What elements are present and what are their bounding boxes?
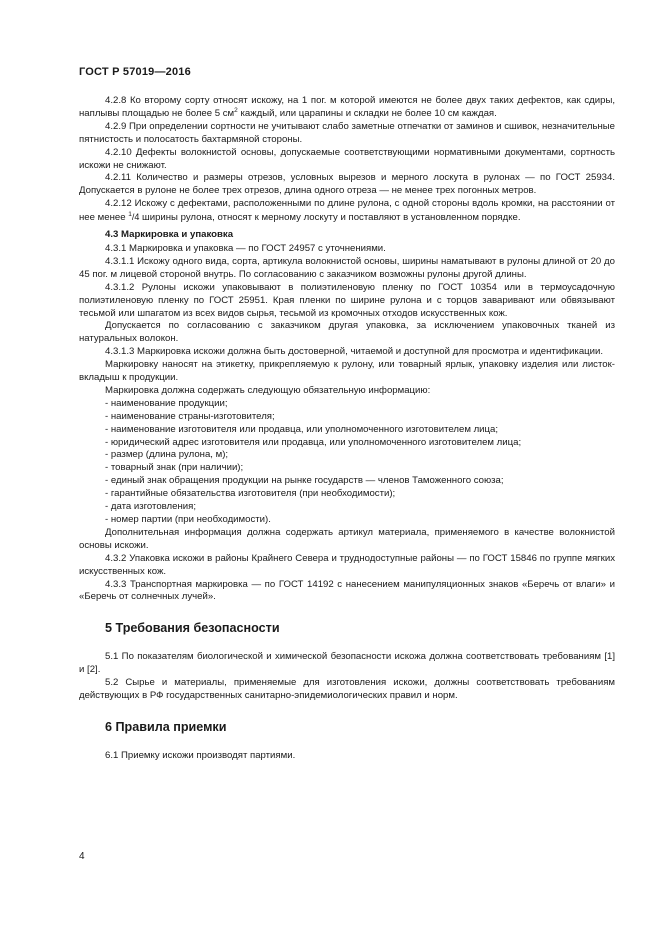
clause-4-2-11: 4.2.11 Количество и размеры отрезов, условных вырезов и мерного лоскута в рулонах — по ГОСТ 25934. Допускается в рулоне не более трех отрезов, длина одного отреза — не менее трех погонных метров. (79, 172, 615, 197)
list-item: - гарантийные обязательства изготовителя (при необходимости); (105, 488, 396, 500)
list-item: - юридический адрес изготовителя или продавца, или уполномоченного изготовителем лица; (105, 436, 522, 448)
document-body (79, 95, 615, 763)
clause-4-3-2: 4.3.2 Упаковка искожи в районы Крайнего Севера и труднодоступные районы — по ГОСТ 15846 по группе мягких искусственных кож. (79, 552, 615, 577)
list-item: - размер (длина рулона, м); (105, 449, 229, 461)
clause-5-2: 5.2 Сырье и материалы, применяемые для изготовления искожи, должны соответствовать требованиям действующих в РФ государственных санитарно-эпидемиологических правил и норм. (79, 677, 615, 702)
clause-4-2-9: 4.2.9 При определении сортности не учитывают слабо заметные отпечатки от заминов и сшивок, незначительные пятнистость и полосатость бахтармяной стороны. (79, 120, 615, 145)
list-item: - дата изготовления; (105, 501, 196, 513)
paragraph-other-packaging: Допускается по согласованию с заказчиком другая упаковка, за исключением упаковочных тканей из натуральных волокон. (79, 320, 615, 345)
paragraph-additional-info: Дополнительная информация должна содержать артикул материала, применяемого в качестве волокнистой основы искожи. (79, 526, 615, 551)
clause-4-3-1-3: 4.3.1.3 Маркировка искожи должна быть достоверной, читаемой и доступной для просмотра и идентификации. (105, 346, 604, 358)
paragraph-mandatory-info: Маркировка должна содержать следующую обязательную информацию: (105, 384, 431, 396)
list-item: - товарный знак (при наличии); (105, 462, 244, 474)
list-item: - наименование страны-изготовителя; (105, 410, 275, 422)
clause-4-3-3: 4.3.3 Транспортная маркировка — по ГОСТ 14192 с нанесением манипуляционных знаков «Беречь от влаги» и «Беречь от солнечных лучей». (79, 578, 615, 603)
section-heading-6: 6 Правила приемки (105, 719, 227, 734)
clause-5-1: 5.1 По показателям биологической и химической безопасности искожа должна соответствовать требованиям [1] и [2]. (79, 651, 615, 676)
subsection-heading-4-3: 4.3 Маркировка и упаковка (105, 229, 234, 241)
clause-4-3-1-2: 4.3.1.2 Рулоны искожи упаковывают в полиэтиленовую пленку по ГОСТ 10354 или в термоусадочную полиэтиленовую пленку по ГОСТ 25951. Края пленки по ширине рулона и с торцов заваривают или обвязывают тесьмой или шпагатом из всех видов сырья, тесьмой из кромочных отходов искусственных кож. (79, 281, 615, 319)
clause-6-1: 6.1 Приемку искожи производят партиями. (105, 749, 296, 761)
document-header: ГОСТ Р 57019—2016 (79, 66, 191, 78)
page-number: 4 (79, 851, 85, 862)
clause-4-2-10: 4.2.10 Дефекты волокнистой основы, допускаемые соответствующими нормативными документами, сортность искожи не снижают. (79, 146, 615, 171)
list-item: - номер партии (при необходимости). (105, 514, 271, 525)
list-item: - наименование изготовителя или продавца, или уполномоченного изготовителем лица; (105, 423, 499, 435)
list-item: - наименование продукции; (105, 397, 228, 409)
section-heading-5: 5 Требования безопасности (105, 621, 280, 636)
paragraph-label-placement: Маркировку наносят на этикетку, прикрепляемую к рулону, или товарный ярлык, упаковку изделия или листок-вкладыш к продукции. (79, 359, 615, 384)
clause-4-2-8: 4.2.8 Ко второму сорту относят искожу, на 1 пог. м которой имеются не более двух таких дефектов, как сдиры, наплывы площадью не более 5 $см^2$ каждый, или царапины и складки не более 10 см каждая. (79, 95, 615, 119)
clause-4-3-1-1: 4.3.1.1 Искожу одного вида, сорта, артикула волокнистой основы, ширины наматывают в рулоны длиной от 20 до 45 пог. м лицевой стороной внутрь. По согласованию с заказчиком возможны рулоны другой длины. (79, 255, 615, 280)
clause-4-2-12: 4.2.12 Искожу с дефектами, расположенными по длине рулона, с одной стороны вдоль кромки, на расстоянии от нее менее $^1$/4 ширины рулона, относят к мерному лоскуту и поставляют в установленном порядке. (79, 198, 615, 224)
mandatory-info-list (79, 398, 615, 527)
clause-4-3-1: 4.3.1 Маркировка и упаковка — по ГОСТ 24957 с уточнениями. (105, 242, 386, 254)
list-item: - единый знак обращения продукции на рынке государств — членов Таможенного союза; (105, 475, 504, 487)
